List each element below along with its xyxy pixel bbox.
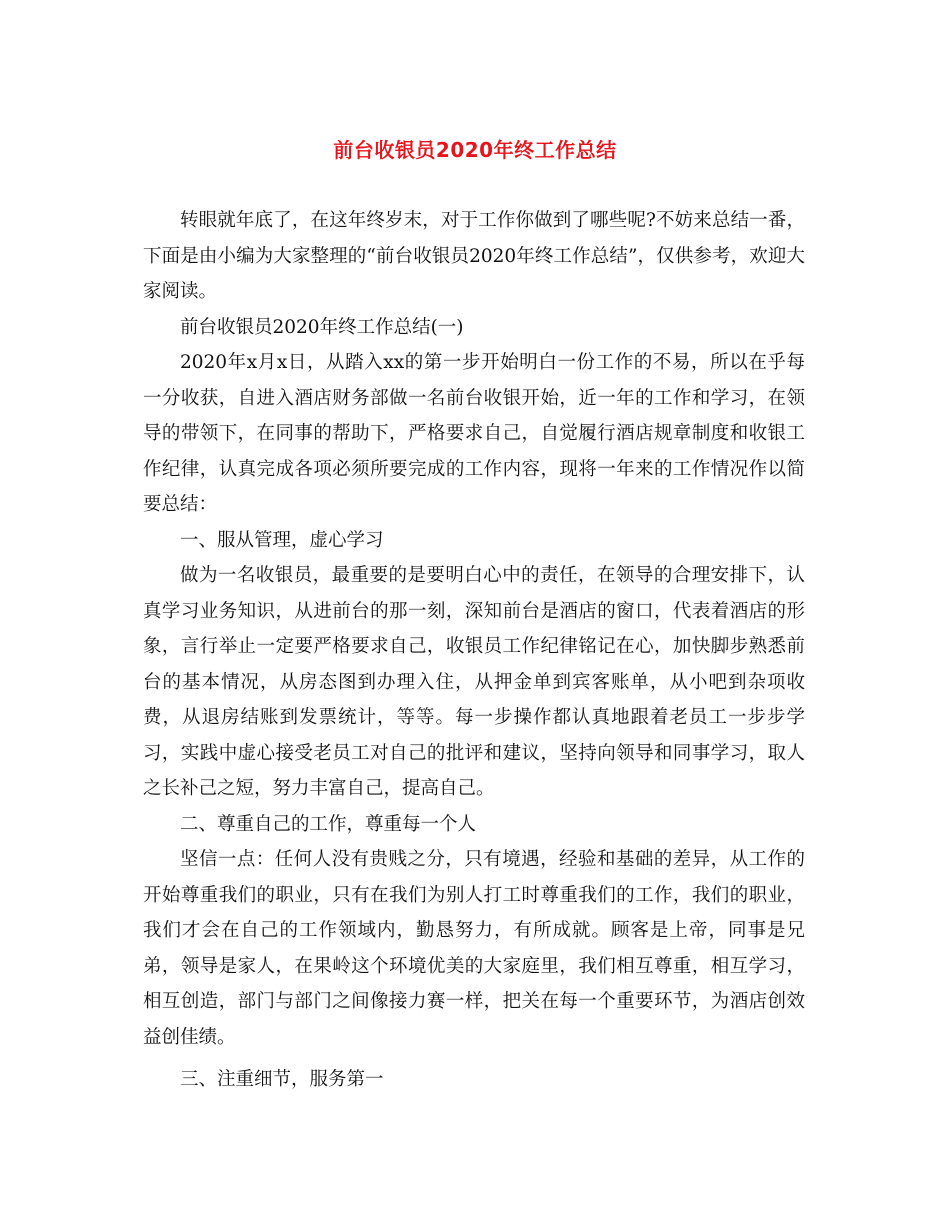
- document-body: [143, 203, 805, 1098]
- section-heading-2: 二、尊重自己的工作，尊重每一个人: [180, 813, 477, 835]
- intro-paragraph: 转眼就年底了，在这年终岁末，对于工作你做到了哪些呢?不妨来总结一番，下面是由小编为大家整理的“前台收银员2020年终工作总结”，仅供参考，欢迎大家阅读。: [143, 210, 805, 302]
- body-paragraph: 做为一名收银员，最重要的是要明白心中的责任，在领导的合理安排下，认真学习业务知识，从进前台的那一刻，深知前台是酒店的窗口，代表着酒店的形象，言行举止一定要严格要求自己，收银员工作纪律铭记在心，加快脚步熟悉前台的基本情况，从房态图到办理入住，从押金单到宾客账单，从小吧到杂项收费，从退房结账到发票统计，等等。每一步操作都认真地跟着老员工一步步学习，实践中虚心接受老员工对自己的批评和建议，坚持向领导和同事学习，取人之长补己之短，努力丰富自己，提高自己。: [143, 565, 805, 799]
- section-subtitle: 前台收银员2020年终工作总结(一): [180, 316, 464, 338]
- section-heading-3: 三、注重细节，服务第一: [180, 1069, 384, 1090]
- body-paragraph: 坚信一点：任何人没有贵贱之分，只有境遇，经验和基础的差异，从工作的开始尊重我们的职业，只有在我们为别人打工时尊重我们的工作，我们的职业，我们才会在自己的工作领域内，勤恳努力，有所成就。顾客是上帝，同事是兄弟，领导是家人，在果岭这个环境优美的大家庭里，我们相互尊重，相互学习，相互创造，部门与部门之间像接力赛一样，把关在每一个重要环节，为酒店创效益创佳绩。: [143, 849, 805, 1048]
- document-title: 前台收银员2020年终工作总结: [333, 138, 617, 162]
- body-paragraph: 2020年x月x日，从踏入xx的第一步开始明白一份工作的不易，所以在乎每一分收获，自进入酒店财务部做一名前台收银开始，近一年的工作和学习，在领导的带领下，在同事的帮助下，严格要求自己，自觉履行酒店规章制度和收银工作纪律，认真完成各项必须所要完成的工作内容，现将一年来的工作情况作以简要总结：: [143, 352, 805, 515]
- section-heading-1: 一、服从管理，虚心学习: [180, 529, 384, 551]
